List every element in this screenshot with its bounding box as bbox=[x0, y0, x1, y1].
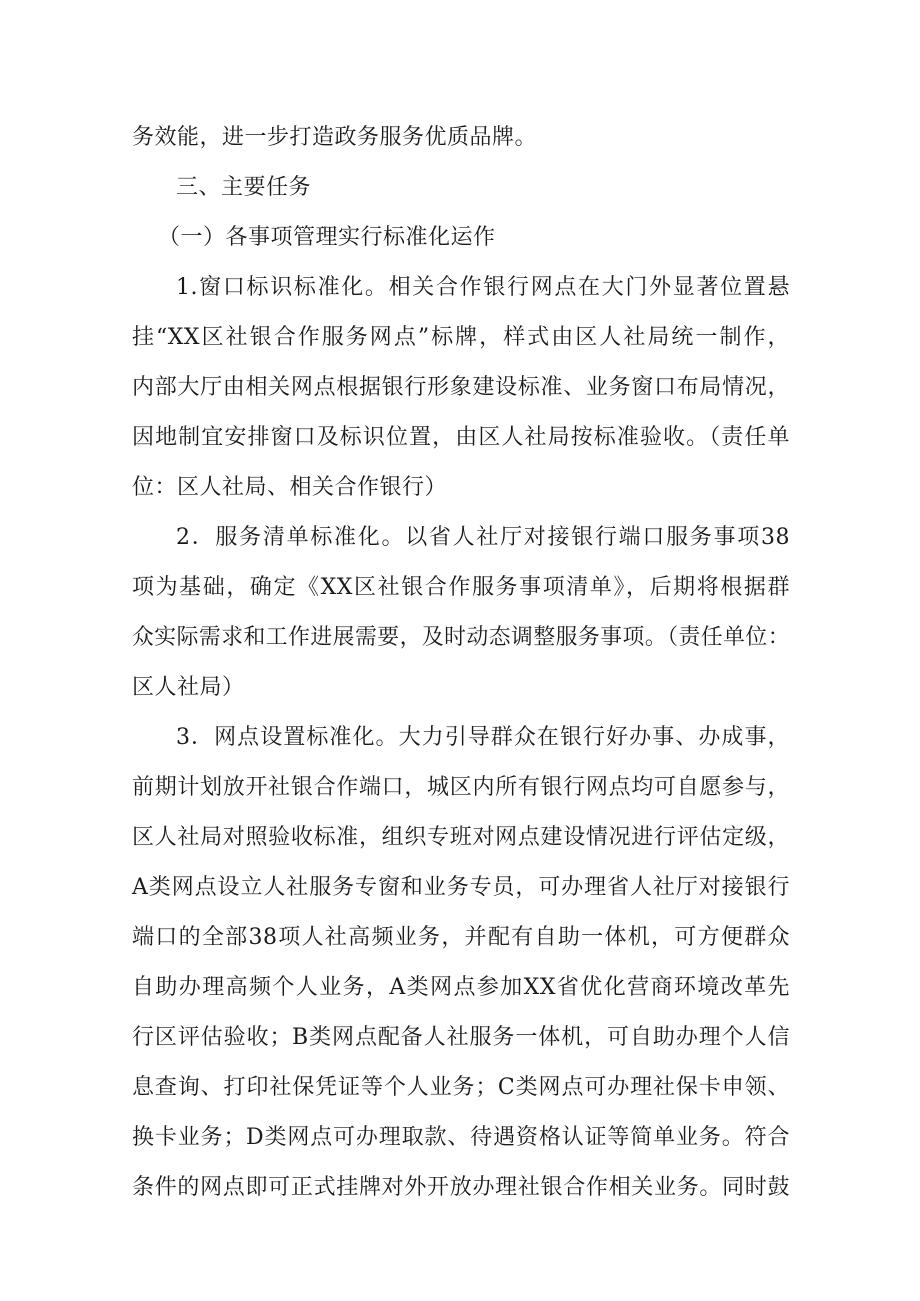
line-text: 1.窗口标识标准化。相关合作银行网点在大门外显著位置悬 bbox=[176, 275, 790, 300]
line-text: 内部大厅由相关网点根据银行形象建设标准、业务窗口布局情况， bbox=[132, 375, 790, 400]
paragraph-line bbox=[0, 663, 920, 713]
line-text: 行区评估验收；B类网点配备人社服务一体机，可自助办理个人信 bbox=[132, 1025, 790, 1050]
subsection-heading bbox=[0, 213, 920, 263]
line-text: 务效能，进一步打造政务服务优质品牌。 bbox=[132, 125, 538, 150]
paragraph-line bbox=[0, 1013, 920, 1063]
line-text: 2．服务清单标准化。以省人社厅对接银行端口服务事项38 bbox=[176, 525, 790, 550]
section-heading-text: 三、主要任务 bbox=[176, 175, 312, 200]
line-text: 因地制宜安排窗口及标识位置，由区人社局按标准验收。（责任单 bbox=[132, 425, 790, 450]
paragraph-line bbox=[0, 463, 920, 513]
paragraph-line bbox=[0, 563, 920, 613]
paragraph-line bbox=[0, 313, 920, 363]
paragraph-line bbox=[0, 713, 920, 763]
line-text: 区人社局） bbox=[132, 675, 245, 700]
subsection-heading-text: （一）各事项管理实行标准化运作 bbox=[158, 225, 496, 250]
line-text: 自助办理高频个人业务，A类网点参加XX省优化营商环境改革先 bbox=[132, 975, 790, 1000]
line-text: 端口的全部38项人社高频业务，并配有自助一体机，可方便群众 bbox=[132, 925, 790, 950]
line-text: 挂“XX区社银合作服务网点”标牌，样式由区人社局统一制作， bbox=[132, 325, 790, 350]
paragraph-line bbox=[0, 263, 920, 313]
paragraph-line bbox=[0, 363, 920, 413]
paragraph-line bbox=[0, 813, 920, 863]
paragraph-line bbox=[0, 513, 920, 563]
paragraph-line bbox=[0, 1113, 920, 1163]
line-text: 区人社局对照验收标准，组织专班对网点建设情况进行评估定级， bbox=[132, 825, 790, 850]
line-text: 条件的网点即可正式挂牌对外开放办理社银合作相关业务。同时鼓 bbox=[132, 1175, 790, 1200]
line-text: A类网点设立人社服务专窗和业务专员，可办理省人社厅对接银行 bbox=[132, 875, 790, 900]
paragraph-line bbox=[0, 1163, 920, 1213]
paragraph-line bbox=[0, 863, 920, 913]
line-text: 位：区人社局、相关合作银行） bbox=[132, 475, 448, 500]
line-text: 息查询、打印社保凭证等个人业务；C类网点可办理社保卡申领、 bbox=[132, 1075, 790, 1100]
paragraph-line bbox=[0, 963, 920, 1013]
paragraph-line bbox=[0, 913, 920, 963]
line-text: 换卡业务；D类网点可办理取款、待遇资格认证等简单业务。符合 bbox=[132, 1125, 790, 1150]
line-text: 众实际需求和工作进展需要，及时动态调整服务事项。（责任单位： bbox=[132, 625, 791, 650]
paragraph-line bbox=[0, 413, 920, 463]
line-text: 3．网点设置标准化。大力引导群众在银行好办事、办成事， bbox=[176, 725, 790, 750]
paragraph-line bbox=[0, 763, 920, 813]
paragraph-line bbox=[0, 1063, 920, 1113]
line-text: 项为基础，确定《XX区社银合作服务事项清单》，后期将根据群 bbox=[132, 575, 790, 600]
line-text: 前期计划放开社银合作端口，城区内所有银行网点均可自愿参与， bbox=[132, 775, 790, 800]
paragraph-line bbox=[0, 113, 920, 163]
section-heading bbox=[0, 163, 920, 213]
paragraph-line bbox=[0, 613, 920, 663]
